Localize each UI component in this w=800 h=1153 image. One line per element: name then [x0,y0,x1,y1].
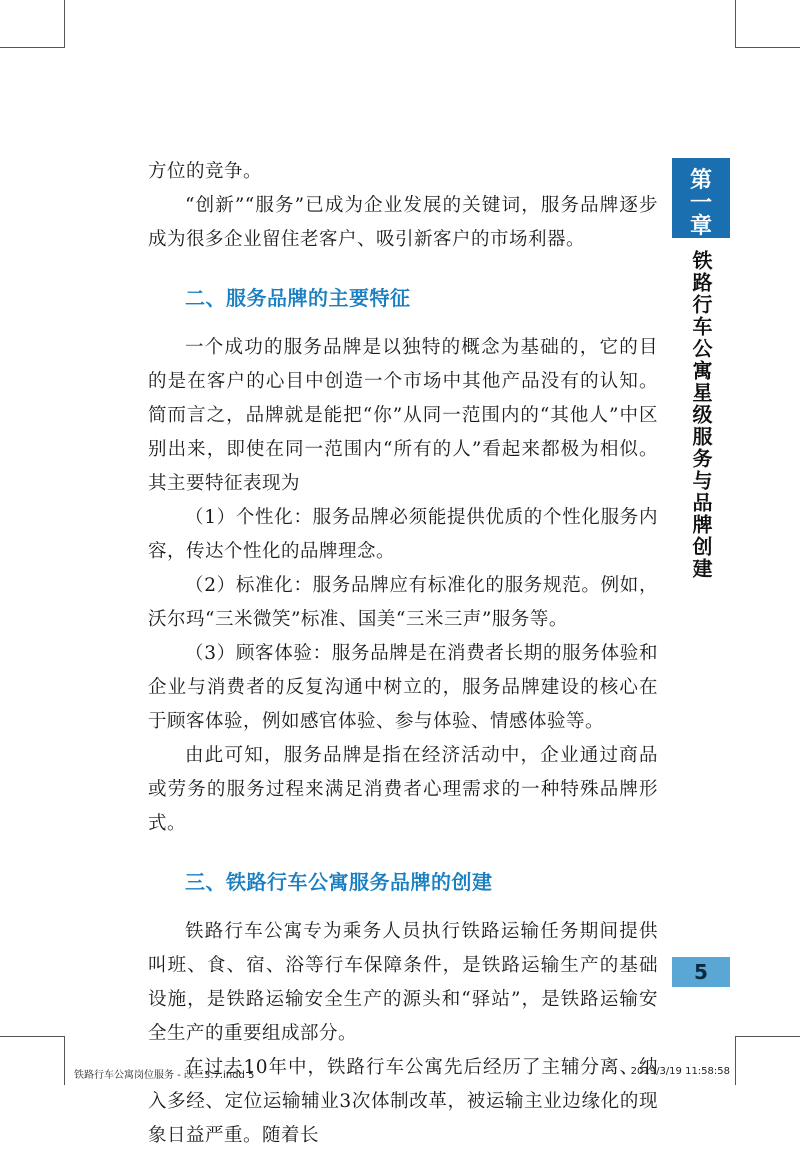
page-body [148,155,658,1153]
slug-left: 铁路行车公寓岗位服务 - 改三3.7.indd 5 [74,1070,255,1081]
section-heading: 三、铁路行车公寓服务品牌的创建 [185,870,493,894]
slug-right: 2019/3/19 11:58:58 [630,1066,730,1077]
list-item: （3）顾客体验：服务品牌是在消费者长期的服务体验和企业与消费者的反复沟通中树立的，服务品牌建设的核心在于顾客体验，例如感官体验、参与体验、情感体验等。 [148,643,658,732]
crop-mark [0,47,64,48]
paragraph: 方位的竞争。 [148,161,263,182]
crop-mark [64,1036,65,1085]
paragraph: “创新”“服务”已成为企业发展的关键词，服务品牌逐步成为很多企业留住老客户、吸引新客户的市场利器。 [148,195,658,250]
crop-mark [64,0,65,48]
section-heading: 二、服务品牌的主要特征 [185,286,411,310]
paragraph: 铁路行车公寓专为乘务人员执行铁路运输任务期间提供叫班、食、宿、浴等行车保障条件，是铁路运输生产的基础设施，是铁路运输安全生产的源头和“驿站”，是铁路运输安全生产的重要组成部分。 [148,921,658,1044]
chapter-tab [672,158,730,238]
crop-mark [735,1036,736,1085]
list-item: （1）个性化：服务品牌必须能提供优质的个性化服务内容，传达个性化的品牌理念。 [148,507,658,562]
crop-mark [736,47,800,48]
crop-mark [736,1036,800,1037]
list-item: （2）标准化：服务品牌应有标准化的服务规范。例如，沃尔玛“三米微笑”标准、国美“三米三声”服务等。 [148,575,658,630]
paragraph: 一个成功的服务品牌是以独特的概念为基础的，它的目的是在客户的心目中创造一个市场中其他产品没有的认知。简而言之，品牌就是能把“你”从同一范围内的“其他人”中区别出来，即使在同一范围内“所有的人”看起来都极为相似。其主要特征表现为 [148,337,658,494]
crop-mark [735,0,736,48]
chapter-title-vertical: 铁路行车公寓星级服务与品牌创建 [689,250,713,580]
chapter-tab-char: 章 [689,214,712,239]
page-number: 5 [672,957,730,987]
crop-mark [0,1036,64,1037]
chapter-tab-char: 第 [689,168,712,193]
chapter-tab-char: 一 [689,191,712,216]
paragraph: 由此可知，服务品牌是指在经济活动中，企业通过商品或劳务的服务过程来满足消费者心理需求的一种特殊品牌形式。 [148,745,658,834]
paragraph: 在过去10年中，铁路行车公寓先后经历了主辅分离、纳入多经、定位运输辅业3次体制改革，被运输主业边缘化的现象日益严重。随着长 [148,1057,658,1146]
